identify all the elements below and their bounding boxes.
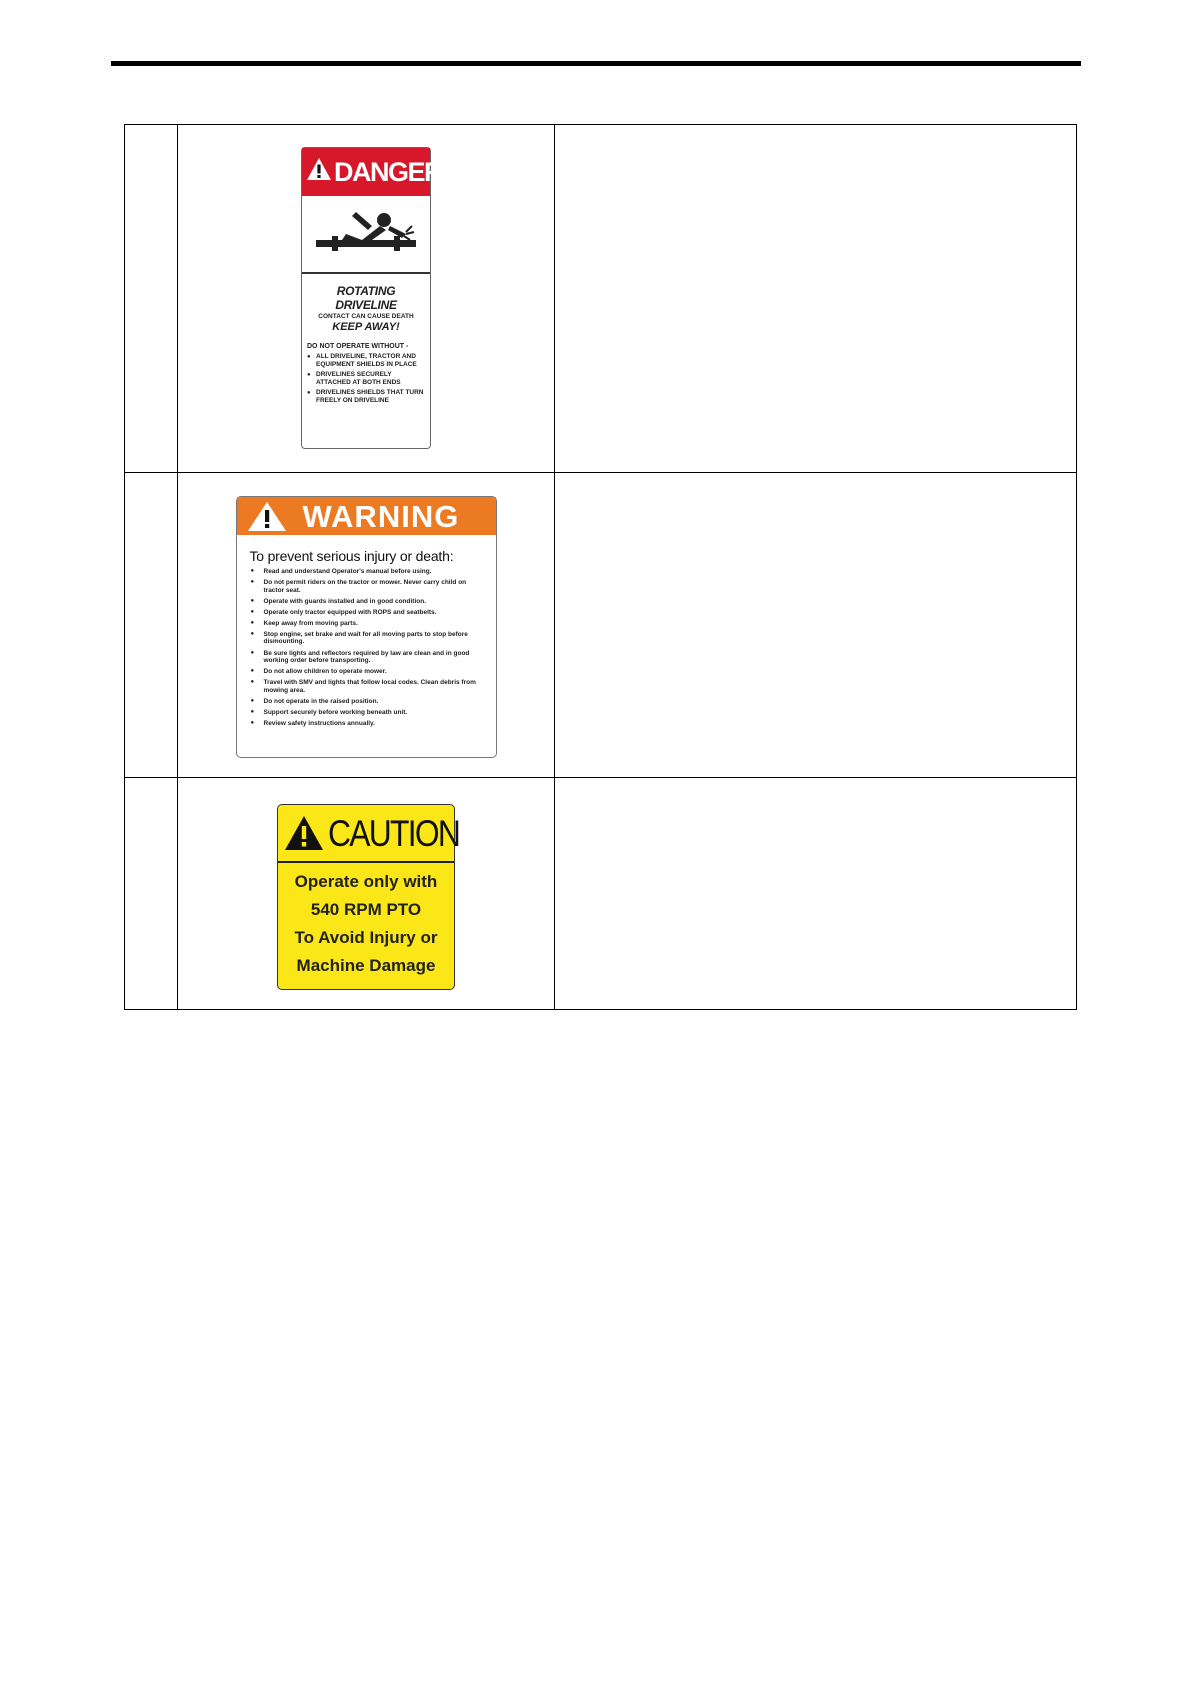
list-item: ● Do not allow children to operate mower. [251, 668, 488, 676]
list-item: ● DRIVELINES SECURELY ATTACHED AT BOTH ENDS [307, 371, 425, 387]
entanglement-hazard-icon [302, 196, 430, 274]
danger-header [302, 148, 443, 196]
description-cell [555, 473, 1077, 778]
list-item: ● Operate with guards installed and in good condition. [251, 598, 488, 606]
danger-bullet-list [307, 353, 425, 405]
danger-title: ROTATING DRIVELINE [335, 284, 397, 312]
table-row [125, 473, 1077, 778]
table-row [125, 125, 1077, 473]
caution-line: Operate only with [294, 872, 438, 891]
warning-header [237, 497, 496, 537]
list-item: ● Be sure lights and reflectors required by law are clean and in good working order before transporting. [251, 650, 488, 665]
danger-decal [301, 147, 443, 449]
warning-decal [236, 496, 497, 758]
list-item: ● Travel with SMV and lights that follow local codes. Clean debris from mowing area. [251, 679, 488, 694]
caution-header-text: CAUTION [328, 813, 460, 854]
list-item: ● Support securely before working beneath unit. [251, 709, 488, 717]
danger-keep-away: KEEP AWAY! [332, 321, 400, 333]
danger-instruction: DO NOT OPERATE WITHOUT - [307, 343, 409, 350]
caution-header [278, 805, 460, 863]
warning-subtitle: To prevent serious injury or death: [249, 548, 454, 564]
row-number-cell [125, 473, 178, 778]
warning-bullet-list [237, 568, 496, 728]
list-item: ● Review safety instructions annually. [251, 720, 488, 728]
list-item: ● ALL DRIVELINE, TRACTOR AND EQUIPMENT SHIELDS IN PLACE [307, 353, 425, 369]
list-item: ● Keep away from moving parts. [251, 620, 488, 628]
list-item: ● DRIVELINES SHIELDS THAT TURN FREELY ON DRIVELINE [307, 389, 425, 405]
list-item: ● Stop engine, set brake and wait for all moving parts to stop before dismounting. [251, 631, 488, 646]
list-item: ● Do not permit riders on the tractor or mower. Never carry child on tractor seat. [251, 579, 488, 594]
table-row [125, 778, 1077, 1010]
safety-decals-table [124, 124, 1077, 1010]
decal-image-cell [178, 473, 555, 778]
description-cell [555, 125, 1077, 473]
top-rule [111, 61, 1081, 66]
warning-header-text: WARNING [302, 499, 460, 534]
caution-line: 540 RPM PTO [310, 900, 422, 919]
description-cell [555, 778, 1077, 1010]
caution-decal [277, 804, 460, 990]
list-item: ● Do not operate in the raised position. [251, 698, 488, 706]
decal-image-cell [178, 778, 555, 1010]
caution-line: To Avoid Injury or [294, 928, 438, 947]
danger-subtitle: CONTACT CAN CAUSE DEATH [318, 313, 414, 320]
row-number-cell [125, 125, 178, 473]
list-item: ● Read and understand Operator's manual before using. [251, 568, 488, 576]
decal-image-cell [178, 125, 555, 473]
caution-line: Machine Damage [296, 956, 436, 975]
list-item: ● Operate only tractor equipped with ROPS and seatbelts. [251, 609, 488, 617]
alert-triangle-icon [306, 148, 332, 196]
alert-triangle-icon [247, 501, 287, 537]
danger-header-text: DANGER [334, 157, 443, 187]
row-number-cell [125, 778, 178, 1010]
alert-triangle-icon [284, 815, 324, 856]
